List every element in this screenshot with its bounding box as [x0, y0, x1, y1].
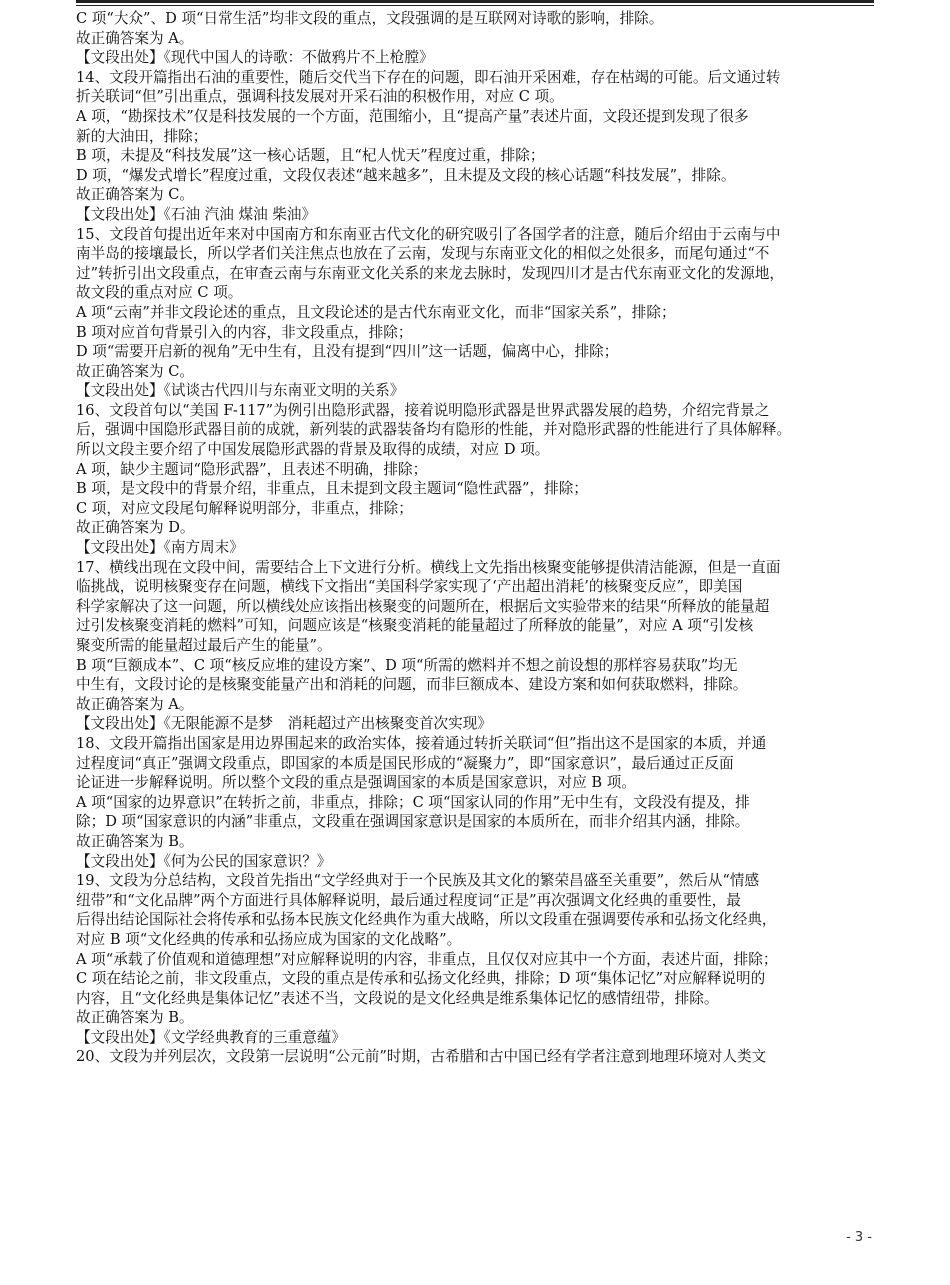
text-line: 故文段的重点对应 C 项。	[76, 284, 243, 302]
text-line: B 项，未提及“科技发展”这一核心话题，且“杞人忧天”程度过重，排除；	[76, 147, 545, 165]
text-line: 纽带”和“文化品牌”两个方面进行具体解释说明，最后通过程度词“正是”再次强调文化经典的重要性，最	[76, 891, 741, 909]
text-line: 过引发核聚变消耗的燃料”可知，问题应该是“核聚变消耗的能量超过了所释放的能量”，对应 A 项“引发核	[76, 617, 754, 635]
text-line: 论证进一步解释说明。所以整个文段的重点是强调国家的本质是国家意识，对应 B 项。	[76, 774, 636, 792]
text-line: 【文段出处】《南方周末》	[76, 539, 244, 557]
text-line: 后，强调中国隐形武器目前的成就，新列装的武器装备均有隐形的性能，并对隐形武器的性能进行了具体解释。	[76, 421, 792, 439]
text-line: A 项，缺少主题词“隐形武器”，且表述不明确，排除；	[76, 460, 428, 478]
text-line: 过”转折引出文段重点，在审查云南与东南亚文化关系的来龙去脉时，发现四川才是古代东南亚文化的发源地，	[76, 264, 784, 282]
text-line: 故正确答案为 B。	[76, 1009, 194, 1027]
text-line: 新的大油田，排除；	[76, 127, 208, 145]
text-line: 故正确答案为 C。	[76, 362, 194, 380]
text-line: 17、横线出现在文段中间，需要结合上下文进行分析。横线上文先指出核聚变能够提供清洁能源，但是一直面	[76, 558, 781, 576]
text-line: 故正确答案为 A。	[76, 695, 194, 713]
text-line: 故正确答案为 A。	[76, 29, 194, 47]
text-line: 南半岛的接壤最长，所以学者们关注焦点也放在了云南，发现与东南亚文化的相似之处很多，而尾句通过“不	[76, 245, 770, 263]
text-line: A 项“云南”并非文段论述的重点，且文段论述的是古代东南亚文化，而非“国家关系”，排除；	[76, 303, 676, 321]
text-line: 所以文段主要介绍了中国发展隐形武器的背景及取得的成绩，对应 D 项。	[76, 441, 550, 459]
page-number: - 3 -	[846, 1230, 872, 1245]
text-line: 聚变所需的能量超过最后产生的能量”。	[76, 637, 332, 654]
text-line: D 项，“爆发式增长”程度过重，文段仅表述“越来越多”，且未提及文段的核心话题“科技发展”，排除。	[76, 166, 736, 184]
header-rule-thick	[76, 0, 874, 3]
text-line: C 项在结论之前，非文段重点，文段的重点是传承和弘扬文化经典，排除；D 项“集体记忆”对应解释说明的	[76, 970, 766, 988]
text-line: 后得出结论国际社会将传承和弘扬本民族文化经典作为重大战略，所以文段重在强调要传承和弘扬文化经典，	[76, 911, 777, 929]
text-line: B 项“巨额成本”、C 项“核反应堆的建设方案”、D 项“所需的燃料并不想之前设想的那样容易获取”均无	[76, 656, 738, 674]
text-line: 【文段出处】《文学经典教育的三重意蕴》	[76, 1028, 346, 1046]
text-line: 中生有，文段讨论的是核聚变能量产出和消耗的问题，而非巨额成本、建设方案和如何获取燃料，排除。	[76, 676, 748, 694]
text-line: 【文段出处】《石油 汽油 煤油 柴油》	[76, 205, 317, 223]
text-line: 对应 B 项“文化经典的传承和弘扬应成为国家的文化战略”。	[76, 930, 462, 948]
text-line: A 项，“勘探技术”仅是科技发展的一个方面，范围缩小，且“提高产量”表述片面，文段还提到发现了很多	[76, 107, 749, 125]
text-line: A 项“承载了价值观和道德理想”对应解释说明的内容，非重点，且仅仅对应其中一个方面，表述片面，排除；	[76, 950, 778, 968]
document-body	[76, 9, 874, 1067]
header-rule-thin	[76, 5, 874, 6]
text-line: 【文段出处】《试谈古代四川与东南亚文明的关系》	[76, 382, 405, 400]
text-line: 科学家解决了这一问题，所以横线处应该指出核聚变的问题所在，根据后文实验带来的结果“所释放的能量超	[76, 597, 770, 615]
text-line: 过程度词“真正”强调文段重点，即国家的本质是国民形成的“凝聚力”，即“国家意识”，最后通过正反面	[76, 754, 734, 772]
text-line: 16、文段首句以“美国 F-117”为例引出隐形武器，接着说明隐形武器是世界武器发展的趋势，介绍完背景之	[76, 401, 770, 419]
text-line: B 项对应首句背景引入的内容，非文段重点，排除；	[76, 323, 413, 341]
text-line: 【文段出处】《何为公民的国家意识？》	[76, 852, 332, 870]
text-line: 18、文段开篇指出国家是用边界围起来的政治实体，接着通过转折关联词“但”指出这不是国家的本质，并通	[76, 734, 767, 752]
text-line: B 项，是文段中的背景介绍，非重点，且未提到文段主题词“隐性武器”，排除；	[76, 480, 588, 498]
text-line: C 项，对应文段尾句解释说明部分，非重点，排除；	[76, 499, 413, 517]
text-line: 20、文段为并列层次，文段第一层说明“公元前”时期，古希腊和古中国已经有学者注意到地理环境对人类文	[76, 1048, 767, 1066]
text-line: C 项“大众”、D 项“日常生活”均非文段的重点，文段强调的是互联网对诗歌的影响，排除。	[76, 10, 664, 27]
text-line: 15、文段首句提出近年来对中国南方和东南亚古代文化的研究吸引了各国学者的注意，随后介绍由于云南与中	[76, 225, 781, 243]
text-line: A 项“国家的边界意识”在转折之前，非重点，排除；C 项“国家认同的作用”无中生有，文段没有提及，排	[76, 793, 750, 811]
text-line: 折关联词“但”引出重点，强调科技发展对开采石油的积极作用，对应 C 项。	[76, 88, 564, 106]
text-line: 除；D 项“国家意识的内涵”非重点，文段重在强调国家意识是国家的本质所在，而非介绍其内涵，排除。	[76, 813, 750, 831]
text-line: 故正确答案为 B。	[76, 832, 194, 850]
text-line: 【文段出处】《现代中国人的诗歌：不做鸦片不上枪膛》	[76, 49, 434, 67]
text-line: 19、文段为分总结构，文段首先指出“文学经典对于一个民族及其文化的繁荣昌盛至关重要”，然后从“情感	[76, 872, 760, 890]
text-line: 临挑战，说明核聚变存在问题，横线下文指出“美国科学家实现了‘产出超出消耗’的核聚变反应”，即美国	[76, 578, 743, 596]
text-line: 故正确答案为 D。	[76, 519, 195, 537]
text-line: 故正确答案为 C。	[76, 186, 194, 204]
text-line: 内容，且“文化经典是集体记忆”表述不当，文段说的是文化经典是维系集体记忆的感情纽带，排除。	[76, 989, 719, 1007]
text-line: 14、文段开篇指出石油的重要性，随后交代当下存在的问题，即石油开采困难，存在枯竭的可能。后文通过转	[76, 68, 781, 86]
text-line: 【文段出处】《无限能源不是梦 消耗超过产出核聚变首次实现》	[76, 715, 492, 733]
text-line: D 项“需要开启新的视角”无中生有，且没有提到“四川”这一话题，偏离中心，排除；	[76, 343, 619, 361]
